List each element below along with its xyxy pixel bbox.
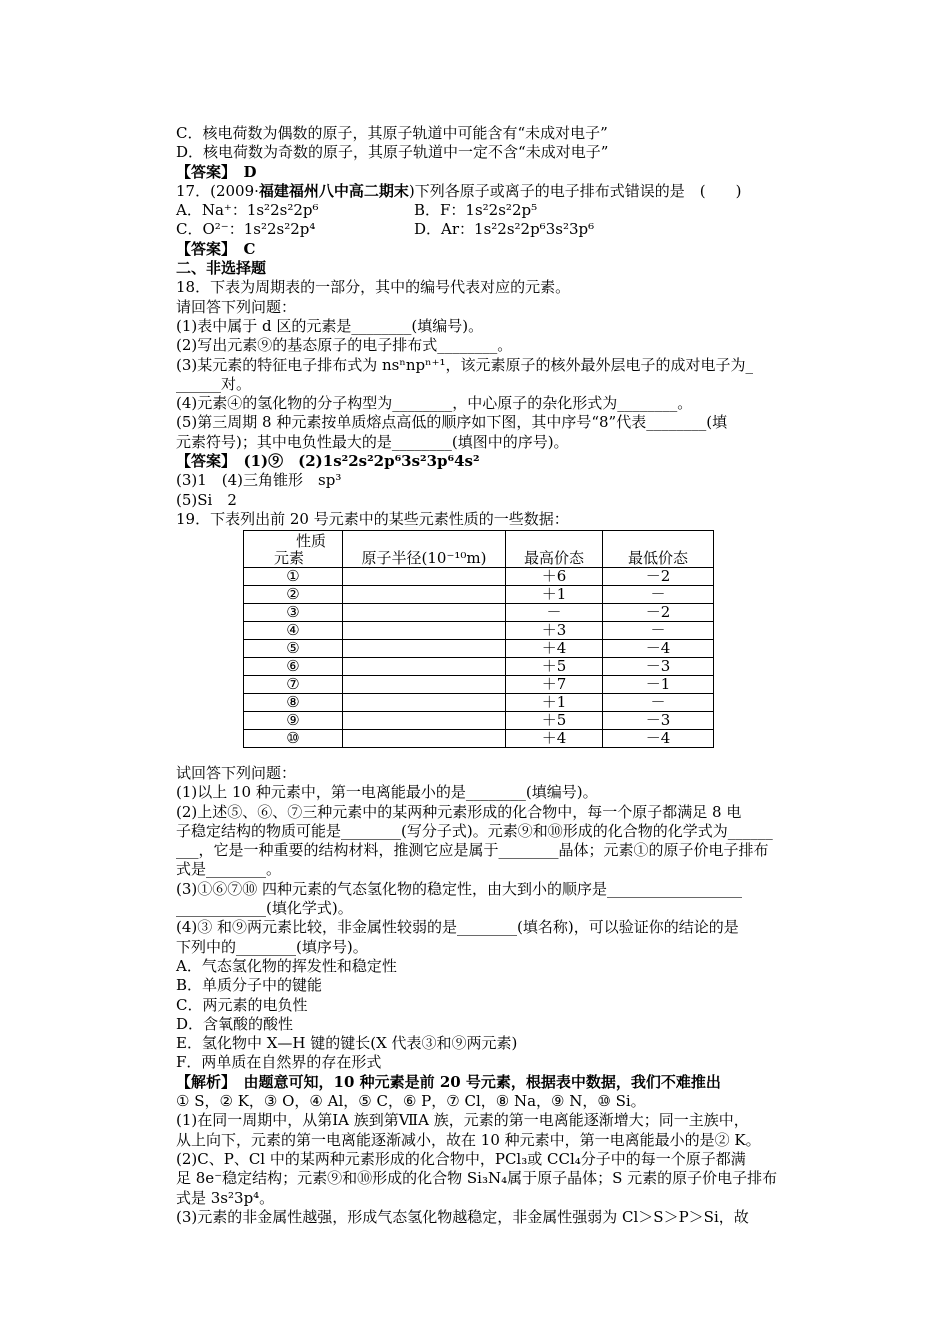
cell-max: ＋6	[506, 568, 603, 586]
q18-line: (4)元素④的氢化物的分子构型为________，中心原子的杂化形式为________。	[176, 394, 693, 413]
q17-stem: 17．(2009·福建福州八中高二期末)下列各原子或离子的电子排布式错误的是 ( )	[176, 181, 742, 200]
q18-line: (5)第三周期 8 种元素按单质熔点高低的顺序如下图，其中序号“8”代表________(填	[176, 413, 728, 432]
lower-text	[176, 764, 816, 1227]
cell-max: ＋1	[506, 694, 603, 712]
q19-option: E．氢化物中 X—H 键的键长(X 代表③和⑨两元素)	[176, 1034, 518, 1053]
cell-max: －	[506, 604, 603, 622]
cell-min: －2	[603, 604, 714, 622]
cell-max: ＋7	[506, 676, 603, 694]
q19-line: 试回答下列问题：	[176, 764, 297, 782]
cell-element: ⑥	[244, 658, 343, 676]
analysis-line: (2)C、P、Cl 中的某两种元素形成的化合物中，PCl₃或 CCl₄分子中的每一个原子都满	[176, 1149, 746, 1168]
q18-answer-line: (3)1 (4)三角锥形 sp³	[176, 471, 342, 490]
table-row	[244, 622, 714, 640]
table-row	[244, 694, 714, 712]
cell-radius	[343, 586, 506, 604]
cell-element: ①	[244, 568, 343, 586]
q19-line: ____________(填化学式)。	[176, 899, 353, 918]
cell-min: －3	[603, 712, 714, 730]
cell-min: －3	[603, 658, 714, 676]
answer-17: 【答案】 C	[176, 239, 256, 258]
table-row	[244, 730, 714, 748]
q19-line: 式是________。	[176, 860, 282, 879]
cell-radius	[343, 640, 506, 658]
cell-radius	[343, 712, 506, 730]
corner-bottom-label: 元素	[274, 549, 305, 567]
cell-radius	[343, 568, 506, 586]
header-min-valence: 最低价态	[603, 531, 714, 568]
cell-min: －2	[603, 568, 714, 586]
cell-element: ⑨	[244, 712, 343, 730]
cell-max: ＋5	[506, 712, 603, 730]
answer-16: 【答案】 D	[176, 162, 257, 181]
cell-radius	[343, 604, 506, 622]
analysis-line: (1)在同一周期中，从第ⅠA 族到第ⅦA 族，元素的第一电离能逐渐增大；同一主族中，	[176, 1111, 749, 1130]
table-row	[244, 604, 714, 622]
cell-min: －4	[603, 730, 714, 748]
q19-option: B．单质分子中的键能	[176, 976, 323, 995]
upper-text	[176, 124, 816, 529]
q18-line: (2)写出元素⑨的基态原子的电子排布式________。	[176, 336, 513, 355]
q17-option-d: D．Ar：1s²2s²2p⁶3s²3p⁶	[414, 220, 595, 239]
q17-option-a: A．Na⁺：1s²2s²2p⁶	[176, 201, 319, 220]
q17-options-cd	[176, 220, 816, 239]
section-heading: 二、非选择题	[176, 259, 267, 278]
cell-radius	[343, 658, 506, 676]
option-c: C．核电荷数为偶数的原子，其原子轨道中可能含有“未成对电子”	[176, 124, 608, 142]
header-radius: 原子半径(10⁻¹⁰m)	[343, 531, 506, 568]
q19-line: 下列中的________(填序号)。	[176, 937, 368, 956]
q18-line: ______对。	[176, 374, 252, 393]
cell-radius	[343, 622, 506, 640]
cell-element: ⑩	[244, 730, 343, 748]
q17-source: 福建福州八中高二期末	[258, 181, 409, 200]
q17-option-b: B．F：1s²2s²2p⁵	[414, 201, 538, 220]
cell-max: ＋4	[506, 730, 603, 748]
cell-radius	[343, 730, 506, 748]
cell-element: ④	[244, 622, 343, 640]
table-row	[244, 568, 714, 586]
cell-radius	[343, 676, 506, 694]
cell-radius	[343, 694, 506, 712]
q19-line: (2)上述⑤、⑥、⑦三种元素中的某两种元素形成的化合物中，每一个原子都满足 8 电	[176, 802, 742, 821]
cell-min: －	[603, 586, 714, 604]
table-row	[244, 676, 714, 694]
q19-line: (1)以上 10 种元素中，第一电离能最小的是________(填编号)。	[176, 783, 598, 802]
table-header-row	[244, 531, 714, 568]
table-row	[244, 658, 714, 676]
q17-options-ab	[176, 201, 816, 220]
element-properties-table	[243, 530, 714, 748]
answer-18: 【答案】 (1)⑨ (2)1s²2s²2p⁶3s²3p⁶4s²	[176, 452, 480, 471]
cell-max: ＋4	[506, 640, 603, 658]
table-row	[244, 640, 714, 658]
q19-option: C．两元素的电负性	[176, 995, 308, 1014]
q19-option: D．含氧酸的酸性	[176, 1014, 294, 1033]
cell-element: ②	[244, 586, 343, 604]
cell-element: ⑧	[244, 694, 343, 712]
q19-option: A．气态氢化物的挥发性和稳定性	[176, 956, 397, 975]
corner-top-label: 性质	[295, 532, 326, 550]
cell-max: ＋5	[506, 658, 603, 676]
q19-option: F．两单质在自然界的存在形式	[176, 1053, 382, 1072]
table-row	[244, 712, 714, 730]
q17-option-c: C．O²⁻：1s²2s²2p⁴	[176, 220, 316, 239]
q19-line: ___，它是一种重要的结构材料，推测它应是属于________晶体；元素①的原子价电子排布	[176, 841, 769, 860]
cell-min: －	[603, 694, 714, 712]
cell-max: ＋3	[506, 622, 603, 640]
q19-line: 子稳定结构的物质可能是________(写分子式)。元素⑨和⑩形成的化合物的化学式为______	[176, 821, 773, 840]
option-d: D．核电荷数为奇数的原子，其原子轨道中一定不含“未成对电子”	[176, 143, 609, 162]
analysis-line: (3)元素的非金属性越强，形成气态氢化物越稳定，非金属性强弱为 Cl＞S＞P＞Si，故	[176, 1207, 749, 1226]
table-row	[244, 586, 714, 604]
cell-min: －	[603, 622, 714, 640]
q19-intro: 19．下表列出前 20 号元素中的某些元素性质的一些数据：	[176, 509, 569, 528]
q18-line: (3)某元素的特征电子排布式为 nsⁿnpⁿ⁺¹，该元素原子的核外最外层电子的成对电子为_	[176, 355, 754, 374]
q18-answer-line: (5)Si 2	[176, 490, 237, 509]
q18-line: 18．下表为周期表的一部分，其中的编号代表对应的元素。	[176, 278, 571, 297]
cell-element: ⑦	[244, 676, 343, 694]
analysis-line: 从上向下，元素的第一电离能逐渐减小，故在 10 种元素中，第一电离能最小的是② K。	[176, 1130, 761, 1149]
table-corner-cell	[244, 531, 343, 568]
analysis-line: 式是 3s²3p⁴。	[176, 1188, 275, 1207]
q18-line: 元素符号)；其中电负性最大的是________(填图中的序号)。	[176, 432, 569, 451]
cell-element: ③	[244, 604, 343, 622]
cell-min: －1	[603, 676, 714, 694]
header-max-valence: 最高价态	[506, 531, 603, 568]
cell-min: －4	[603, 640, 714, 658]
cell-max: ＋1	[506, 586, 603, 604]
q18-line: (1)表中属于 d 区的元素是________(填编号)。	[176, 316, 484, 335]
q19-line: (4)③ 和⑨两元素比较，非金属性较弱的是________(填名称)，可以验证你的结论的是	[176, 918, 739, 937]
analysis-line: ① S，② K，③ O，④ Al，⑤ C，⑥ P，⑦ Cl，⑧ Na，⑨ N，⑩ Si。	[176, 1092, 646, 1111]
q18-line: 请回答下列问题：	[176, 297, 297, 316]
cell-element: ⑤	[244, 640, 343, 658]
q19-line: (3)①⑥⑦⑩ 四种元素的气态氢化物的稳定性，由大到小的顺序是__________________	[176, 879, 743, 898]
analysis-line: 足 8e⁻稳定结构；元素⑨和⑩形成的化合物 Si₃N₄属于原子晶体；S 元素的原子价电子排布	[176, 1169, 778, 1188]
analysis-heading: 【解析】 由题意可知，10 种元素是前 20 号元素，根据表中数据，我们不难推出	[176, 1072, 721, 1091]
